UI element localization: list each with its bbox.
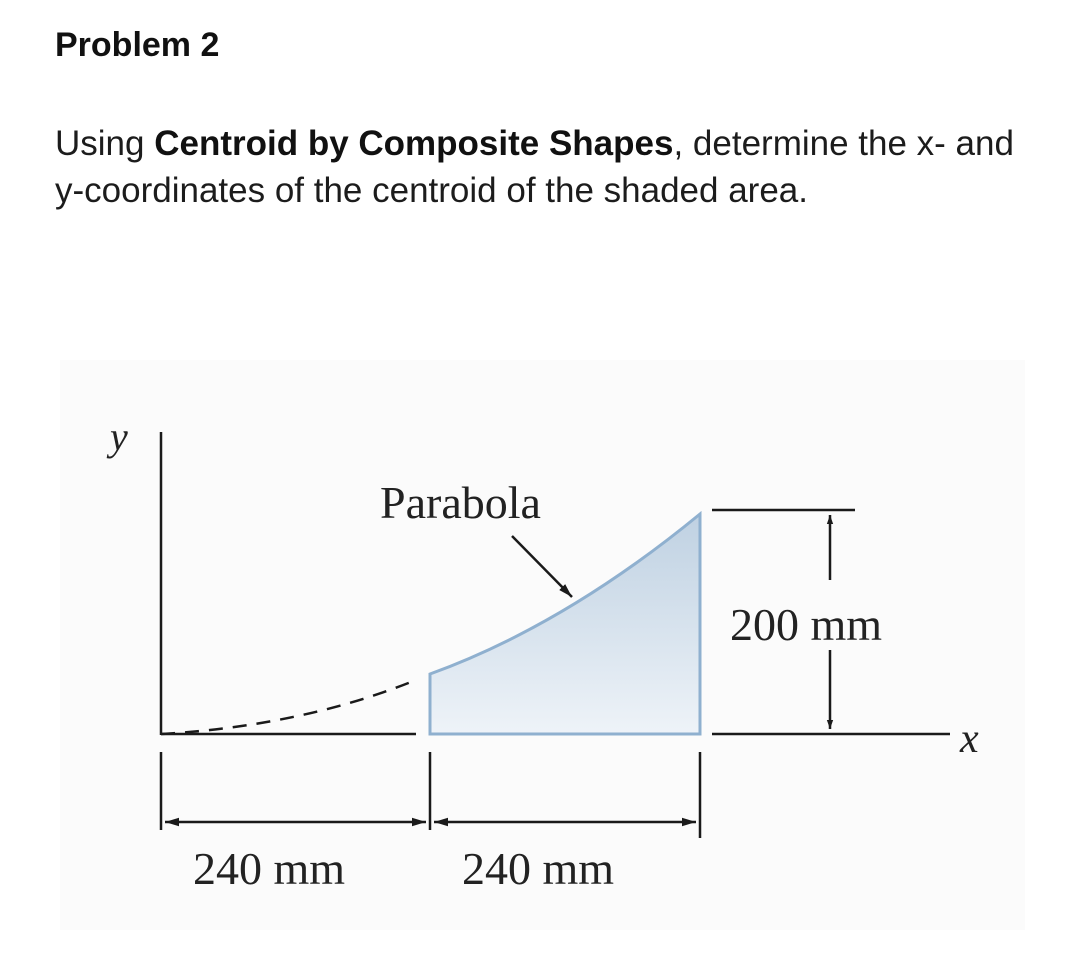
y-axis-label: y: [110, 414, 128, 459]
parabola-dashed-extension: [161, 682, 411, 734]
statement-suffix: , determine the x- and y-coordinates of the centroid of the shaded area.: [55, 124, 1014, 210]
right-width-label: 240 mm: [462, 843, 615, 894]
x-axis-label: x: [960, 716, 979, 762]
problem-title: Problem 2: [55, 26, 220, 64]
shaded-area: [430, 514, 700, 734]
parabola-label: Parabola: [380, 477, 541, 528]
parabola-pointer-arrow: [512, 536, 572, 597]
statement-method: Centroid by Composite Shapes: [154, 124, 674, 163]
height-dimension-label: 200 mm: [730, 599, 883, 650]
left-width-label: 240 mm: [193, 843, 346, 894]
statement-prefix: Using: [55, 124, 155, 163]
